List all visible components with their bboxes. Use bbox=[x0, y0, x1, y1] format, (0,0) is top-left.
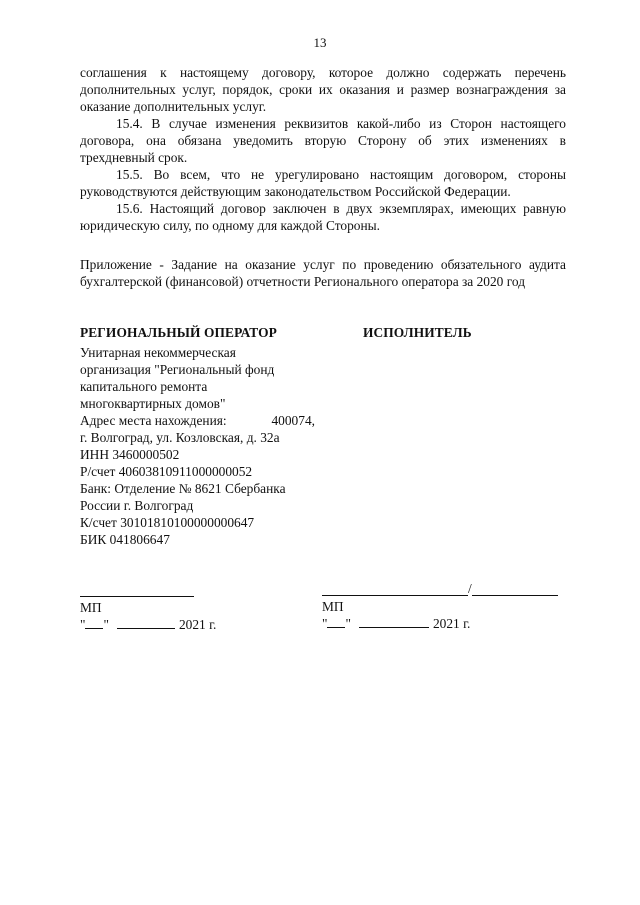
operator-account: Р/счет 40603810911000000052 bbox=[80, 464, 253, 479]
signature-date-row bbox=[80, 616, 240, 633]
paragraph-15-5: 15.5. Во всем, что не урегулировано настоящим договором, стороны руководствуются действующим законодательством Российской Федерации. bbox=[80, 167, 566, 199]
address-label: Адрес места нахождения: bbox=[80, 413, 227, 428]
operator-name-line: организация "Региональный фонд bbox=[80, 362, 275, 377]
appendix-note: Приложение - Задание на оказание услуг по проведению обязательного аудита бухгалтерской (финансовой) отчетности Регионального оператора за 2020 год bbox=[80, 257, 566, 289]
quote-close: " bbox=[103, 617, 109, 632]
page-number: 13 bbox=[313, 35, 327, 50]
signature-year: 2021 г. bbox=[432, 616, 471, 631]
paragraph-continuation: соглашения к настоящему договору, которое должно содержать перечень дополнительных услуг, порядок, сроки их оказания и размер вознаграждения за оказание дополнительных услуг. bbox=[80, 65, 566, 114]
operator-signature-block bbox=[80, 582, 240, 633]
signature-slash: / bbox=[468, 581, 472, 596]
executor-details bbox=[363, 324, 563, 344]
operator-details bbox=[80, 324, 315, 548]
day-blank bbox=[85, 617, 103, 629]
operator-bank: Банк: Отделение № 8621 Сбербанка bbox=[80, 481, 286, 496]
operator-name-line: многоквартирных домов" bbox=[80, 396, 226, 411]
contract-body bbox=[80, 64, 566, 234]
executor-signature-block bbox=[322, 582, 562, 632]
quote-close: " bbox=[345, 616, 351, 631]
signature-line bbox=[322, 582, 562, 596]
quote-open: " bbox=[322, 616, 328, 631]
stamp-place-label: МП bbox=[322, 599, 344, 614]
operator-heading: РЕГИОНАЛЬНЫЙ ОПЕРАТОР bbox=[80, 325, 277, 340]
quote-open: " bbox=[80, 617, 86, 632]
operator-address-row bbox=[80, 412, 315, 429]
paragraph-15-4: 15.4. В случае изменения реквизитов какой-либо из Сторон настоящего договора, она обязана уведомить вторую Сторону об этих изменениях в трехдневный срок. bbox=[80, 116, 566, 165]
stamp-place-label: МП bbox=[80, 600, 102, 615]
address-zip: 400074, bbox=[271, 413, 315, 428]
signature-line bbox=[80, 582, 194, 597]
operator-name-line: Унитарная некоммерческая bbox=[80, 345, 236, 360]
signature-line-name bbox=[322, 581, 468, 596]
month-blank bbox=[359, 616, 429, 628]
signature-date-row bbox=[322, 615, 562, 632]
operator-name-line: капитального ремонта bbox=[80, 379, 208, 394]
signature-line-initials bbox=[472, 581, 558, 596]
month-blank bbox=[117, 617, 175, 629]
executor-heading: ИСПОЛНИТЕЛЬ bbox=[363, 325, 472, 340]
operator-bank-city: России г. Волгоград bbox=[80, 498, 194, 513]
operator-inn: ИНН 3460000502 bbox=[80, 447, 180, 462]
operator-bik: БИК 041806647 bbox=[80, 532, 170, 547]
address-city: г. Волгоград, ул. Козловская, д. 32а bbox=[80, 430, 280, 445]
paragraph-15-6: 15.6. Настоящий договор заключен в двух экземплярах, имеющих равную юридическую силу, по одному для каждой Стороны. bbox=[80, 201, 566, 233]
day-blank bbox=[327, 616, 345, 628]
operator-corr-account: К/счет 30101810100000000647 bbox=[80, 515, 255, 530]
signature-year: 2021 г. bbox=[178, 617, 217, 632]
